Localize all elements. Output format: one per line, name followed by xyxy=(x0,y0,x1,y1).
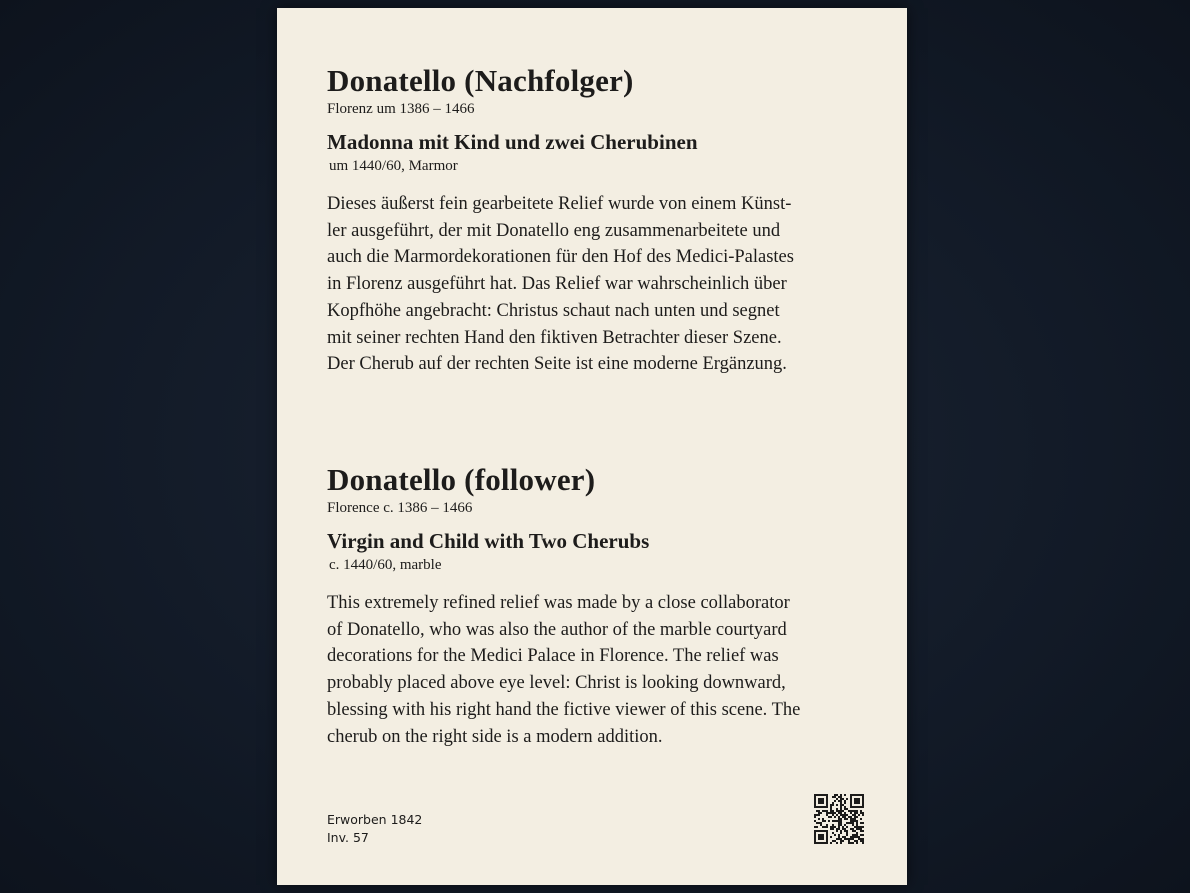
qr-code-icon[interactable] xyxy=(814,794,864,844)
qr-code-graphic xyxy=(814,794,864,844)
english-section xyxy=(327,463,867,750)
artwork-meta-english: c. 1440/60, marble xyxy=(329,557,442,573)
german-section xyxy=(327,64,867,378)
description-english: This extremely refined relief was made by a close collaborator of Donatello, who was also the author of the marble courtyard decorations for the Medici Palace in Florence. The relief was probably placed above eye level: Christ is looking downward, blessing with his right hand the fictive viewer of this scene. The cherub on the right side is a modern addition. xyxy=(327,593,801,747)
artist-name-english: Donatello (follower) xyxy=(327,462,596,497)
acquisition-info xyxy=(327,811,422,847)
artist-life-english: Florence c. 1386 – 1466 xyxy=(327,500,473,516)
artwork-meta-german: um 1440/60, Marmor xyxy=(329,158,458,174)
artwork-title-english: Virgin and Child with Two Cherubs xyxy=(327,529,650,553)
artist-name-german: Donatello (Nachfolger) xyxy=(327,63,634,98)
museum-label-card xyxy=(277,8,907,885)
inventory-number: Inv. 57 xyxy=(327,830,369,845)
artist-life-german: Florenz um 1386 – 1466 xyxy=(327,101,475,117)
artwork-title-german: Madonna mit Kind und zwei Cherubinen xyxy=(327,130,698,154)
description-german: Dieses äußerst fein gearbeitete Relief wurde von einem Künst- ler ausgeführt, der mit Donatello eng zusammenarbeitete und auch die Marmordekorationen für den Hof des Medici-Palastes in Florenz ausgeführt hat. Das Relief war wahrscheinlich über Kopfhöhe angebracht: Christus schaut nach unten und segnet mit seiner rechten Hand den fiktiven Betrachter dieser Szene. Der Cherub auf der rechten Seite ist eine moderne Ergänzung. xyxy=(327,194,794,375)
acquired-year: Erworben 1842 xyxy=(327,812,423,827)
